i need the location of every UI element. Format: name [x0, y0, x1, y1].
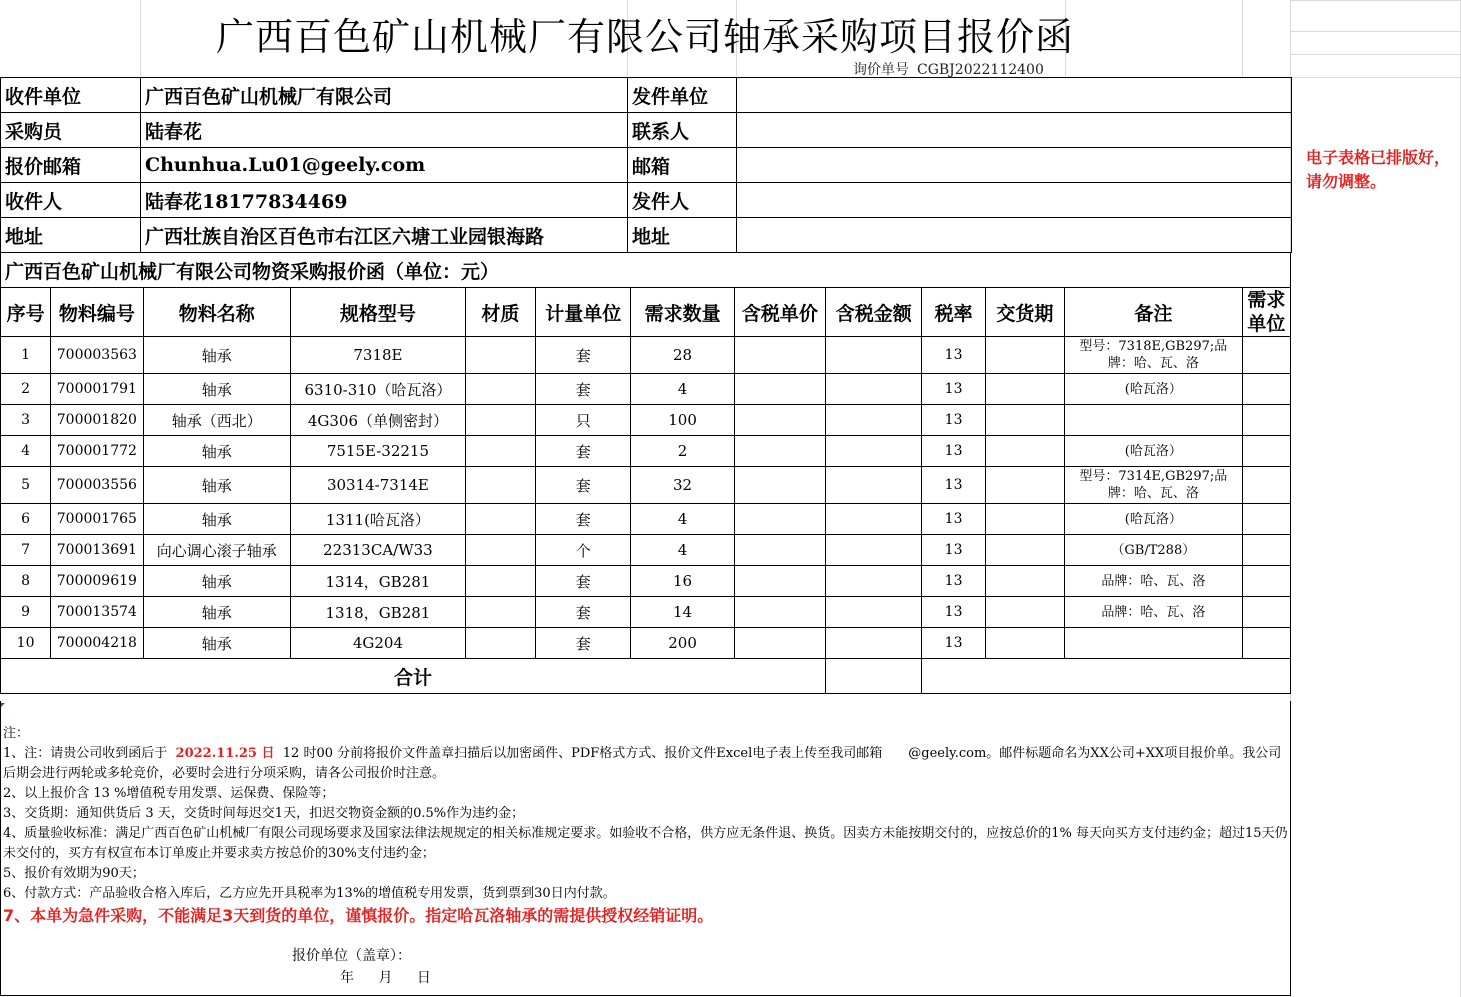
cell-remark[interactable] [1065, 405, 1243, 436]
cell-tax[interactable]: 13 [922, 405, 985, 436]
column-header[interactable]: 需求数量 [631, 288, 734, 337]
cell-delivery[interactable] [985, 337, 1064, 374]
grid-line [1290, 54, 1460, 55]
inquiry-label: 询价单号 [853, 62, 909, 78]
info-value-cell[interactable] [737, 183, 1292, 218]
info-label-cell[interactable]: 发件单位 [628, 78, 737, 113]
cell-name[interactable]: 轴承（西北） [143, 405, 291, 436]
info-value-cell[interactable]: 陆春花 [141, 113, 628, 148]
cell-mat[interactable] [465, 628, 535, 659]
cell-unit[interactable]: 套 [536, 337, 631, 374]
cell-name[interactable]: 轴承 [143, 628, 291, 659]
info-row [1, 183, 1292, 218]
signature-block [292, 945, 441, 989]
cell-code[interactable]: 700013574 [51, 597, 143, 628]
total-amount-cell[interactable] [826, 659, 922, 694]
cell-no[interactable]: 2 [1, 374, 51, 405]
cell-delivery[interactable] [985, 597, 1064, 628]
cell-spec[interactable]: 7515E-32215 [291, 436, 466, 467]
cell-price[interactable] [734, 467, 825, 504]
cell-unit[interactable]: 套 [536, 597, 631, 628]
cell-amount[interactable] [826, 374, 922, 405]
info-label-cell[interactable]: 报价邮箱 [1, 148, 141, 183]
cell-unit[interactable]: 套 [536, 436, 631, 467]
info-value-cell[interactable] [737, 218, 1292, 253]
cell-tax[interactable]: 13 [922, 337, 985, 374]
column-header[interactable]: 物料名称 [143, 288, 291, 337]
cell-no[interactable]: 9 [1, 597, 51, 628]
column-header[interactable]: 交货期 [985, 288, 1064, 337]
info-label-cell[interactable]: 收件人 [1, 183, 141, 218]
cell-qty[interactable]: 28 [631, 337, 734, 374]
info-row [1, 148, 1292, 183]
cell-dept[interactable] [1242, 535, 1290, 566]
cell-dept[interactable] [1242, 374, 1290, 405]
cell-price[interactable] [734, 566, 825, 597]
cell-name[interactable]: 轴承 [143, 337, 291, 374]
info-value-cell[interactable] [737, 148, 1292, 183]
date-line: 年 月 日 [340, 970, 441, 986]
column-header[interactable]: 含税单价 [734, 288, 825, 337]
note-6: 6、付款方式：产品验收合格入库后，乙方应先开具税率为13%的增值税专用发票，货到票到30日内付款。 [3, 886, 616, 901]
column-header[interactable]: 材质 [465, 288, 535, 337]
cell-qty[interactable]: 16 [631, 566, 734, 597]
cell-amount[interactable] [826, 597, 922, 628]
info-row [1, 78, 1292, 113]
note-2: 2、以上报价含 13 %增值税专用发票、运保费、保险等； [3, 786, 335, 801]
cell-code[interactable]: 700004218 [51, 628, 143, 659]
column-header[interactable]: 需求单位 [1242, 288, 1290, 337]
info-label-cell[interactable]: 发件人 [628, 183, 737, 218]
cell-tax[interactable]: 13 [922, 436, 985, 467]
cell-spec[interactable]: 30314-7314E [291, 467, 466, 504]
notes-section [3, 724, 1288, 926]
cell-spec[interactable]: 6310-310（哈瓦洛） [291, 374, 466, 405]
cell-dept[interactable] [1242, 337, 1290, 374]
cell-code[interactable]: 700001772 [51, 436, 143, 467]
cell-mat[interactable] [465, 504, 535, 535]
header-row [1, 288, 1291, 337]
cell-unit[interactable]: 套 [536, 374, 631, 405]
cell-delivery[interactable] [985, 374, 1064, 405]
cell-spec[interactable]: 7318E [291, 337, 466, 374]
cell-remark[interactable]: (哈瓦洛） [1065, 436, 1243, 467]
cell-remark[interactable]: （GB/T288） [1065, 535, 1243, 566]
info-label-cell[interactable]: 收件单位 [1, 78, 141, 113]
cell-unit[interactable]: 套 [536, 467, 631, 504]
cell-qty[interactable]: 4 [631, 504, 734, 535]
cell-amount[interactable] [826, 467, 922, 504]
cell-mat[interactable] [465, 535, 535, 566]
cell-code[interactable]: 700009619 [51, 566, 143, 597]
grid-line [1290, 0, 1460, 1]
cell-remark[interactable]: 型号：7314E,GB297;品牌：哈、瓦、洛 [1065, 467, 1243, 504]
cell-qty[interactable]: 4 [631, 535, 734, 566]
cell-code[interactable]: 700001791 [51, 374, 143, 405]
cell-tax[interactable]: 13 [922, 504, 985, 535]
cell-delivery[interactable] [985, 405, 1064, 436]
info-value-cell[interactable]: 陆春花18177834469 [141, 183, 628, 218]
cell-delivery[interactable] [985, 628, 1064, 659]
cell-qty[interactable]: 14 [631, 597, 734, 628]
cell-no[interactable]: 1 [1, 337, 51, 374]
deadline-date: 2022.11.25 日 [175, 746, 275, 761]
info-label-cell[interactable]: 地址 [628, 218, 737, 253]
note-5: 5、报价有效期为90天； [3, 866, 145, 881]
table-row [1, 467, 1291, 504]
cell-amount[interactable] [826, 566, 922, 597]
cell-mat[interactable] [465, 566, 535, 597]
column-header[interactable]: 税率 [922, 288, 985, 337]
table-row [1, 436, 1291, 467]
cell-name[interactable]: 轴承 [143, 597, 291, 628]
cell-tax[interactable]: 13 [922, 628, 985, 659]
info-value-cell[interactable]: 广西壮族自治区百色市右江区六塘工业园银海路 [141, 218, 628, 253]
cell-name[interactable]: 轴承 [143, 436, 291, 467]
cell-price[interactable] [734, 436, 825, 467]
cell-code[interactable]: 700001820 [51, 405, 143, 436]
cell-qty[interactable]: 4 [631, 374, 734, 405]
cell-code[interactable]: 700003563 [51, 337, 143, 374]
cell-tax[interactable]: 13 [922, 535, 985, 566]
cell-price[interactable] [734, 374, 825, 405]
cell-dept[interactable] [1242, 504, 1290, 535]
info-label-cell[interactable]: 地址 [1, 218, 141, 253]
cell-name[interactable]: 轴承 [143, 504, 291, 535]
cell-dept[interactable] [1242, 597, 1290, 628]
cell-code[interactable]: 700003556 [51, 467, 143, 504]
cell-mat[interactable] [465, 436, 535, 467]
info-row [1, 113, 1292, 148]
total-row [1, 659, 1291, 694]
cell-amount[interactable] [826, 504, 922, 535]
cell-delivery[interactable] [985, 504, 1064, 535]
cell-name[interactable]: 向心调心滚子轴承 [143, 535, 291, 566]
info-table [0, 77, 1292, 253]
cell-mat[interactable] [465, 597, 535, 628]
info-label-cell[interactable]: 邮箱 [628, 148, 737, 183]
grid-line [1290, 77, 1460, 78]
cell-remark[interactable]: (哈瓦洛） [1065, 504, 1243, 535]
cell-amount[interactable] [826, 535, 922, 566]
layout-warning-note: 电子表格已排版好，请勿调整。 [1306, 148, 1451, 191]
cell-qty[interactable]: 100 [631, 405, 734, 436]
cell-remark[interactable]: 品牌：哈、瓦、洛 [1065, 597, 1243, 628]
cell-amount[interactable] [826, 436, 922, 467]
cell-price[interactable] [734, 405, 825, 436]
note-4: 4、质量验收标准：满足广西百色矿山机械厂有限公司现场要求及国家法律法规规定的相关标准规定要求。如验收不合格，供方应无条件退、换货。因卖方未能按期交付的，应按总价的1% 每天向买方支付违约金；超过15天仍未交付的，买方有权宣布本订单废止并要求卖方按总价的30%支付违约金； [3, 826, 1288, 861]
cell-unit[interactable]: 套 [536, 566, 631, 597]
cell-spec[interactable]: 1311(哈瓦洛） [291, 504, 466, 535]
cell-mat[interactable] [465, 374, 535, 405]
cell-spec[interactable]: 1314，GB281 [291, 566, 466, 597]
note-3: 3、交货期：通知供货后 3 天，交货时间每迟交1天，扣迟交物资金额的0.5%作为违约金； [3, 806, 525, 821]
cell-qty[interactable]: 32 [631, 467, 734, 504]
cell-tax[interactable]: 13 [922, 566, 985, 597]
cell-spec[interactable]: 1318，GB281 [291, 597, 466, 628]
info-value-cell[interactable] [737, 78, 1292, 113]
info-value-cell[interactable] [737, 113, 1292, 148]
inquiry-number [853, 59, 1044, 79]
cell-code[interactable]: 700001765 [51, 504, 143, 535]
note-1-text-a: 1、注：请贵公司收到函后于 [3, 746, 168, 761]
cell-no[interactable]: 4 [1, 436, 51, 467]
cell-name[interactable]: 轴承 [143, 566, 291, 597]
cell-tax[interactable]: 13 [922, 374, 985, 405]
table-row [1, 597, 1291, 628]
note-1-text-b: 12 时00 分前将报价文件盖章扫描后以加密函件、PDF格式方式、报价文件Excel电子表上传至我司邮箱 @geely.com。邮件标题命名为XX公司+XX项目报价单。我公司后期会进行两轮或多轮竞价，必要时会进行分项采购，请各公司报价时注意。 [3, 746, 1282, 781]
total-label[interactable]: 合计 [1, 659, 826, 694]
column-header[interactable]: 物料编号 [51, 288, 143, 337]
column-header[interactable]: 含税金额 [826, 288, 922, 337]
cell-delivery[interactable] [985, 566, 1064, 597]
cell-delivery[interactable] [985, 467, 1064, 504]
cell-spec[interactable]: 22313CA/W33 [291, 535, 466, 566]
cell-qty[interactable]: 2 [631, 436, 734, 467]
cell-price[interactable] [734, 628, 825, 659]
cell-no[interactable]: 3 [1, 405, 51, 436]
cell-tax[interactable]: 13 [922, 467, 985, 504]
cell-unit[interactable]: 套 [536, 504, 631, 535]
cell-no[interactable]: 8 [1, 566, 51, 597]
info-row [1, 218, 1292, 253]
section-title[interactable]: 广西百色矿山机械厂有限公司物资采购报价函（单位：元） [1, 253, 1291, 288]
inquiry-value: CGBJ2022112400 [917, 62, 1044, 78]
cell-mat[interactable] [465, 467, 535, 504]
cell-price[interactable] [734, 597, 825, 628]
table-row [1, 535, 1291, 566]
page-title: 广西百色矿山机械厂有限公司轴承采购项目报价函 [215, 15, 1074, 59]
cell-dept[interactable] [1242, 467, 1290, 504]
cell-unit[interactable]: 只 [536, 405, 631, 436]
cell-delivery[interactable] [985, 535, 1064, 566]
note-7: 7、本单为急件采购，不能满足3天到货的单位，谨慎报价。指定哈瓦洛轴承的需提供授权经销证明。 [3, 906, 714, 925]
cell-no[interactable]: 6 [1, 504, 51, 535]
cell-amount[interactable] [826, 337, 922, 374]
column-header[interactable]: 备注 [1065, 288, 1243, 337]
cell-name[interactable]: 轴承 [143, 374, 291, 405]
cell-remark[interactable]: 品牌：哈、瓦、洛 [1065, 566, 1243, 597]
cell-no[interactable]: 7 [1, 535, 51, 566]
cell-spec[interactable]: 4G204 [291, 628, 466, 659]
table-row [1, 566, 1291, 597]
cell-code[interactable]: 700013691 [51, 535, 143, 566]
cell-dept[interactable] [1242, 628, 1290, 659]
info-value-cell[interactable]: 广西百色矿山机械厂有限公司 [141, 78, 628, 113]
table-row [1, 337, 1291, 374]
column-header[interactable]: 计量单位 [536, 288, 631, 337]
cell-name[interactable]: 轴承 [143, 467, 291, 504]
table-row [1, 504, 1291, 535]
cell-dept[interactable] [1242, 566, 1290, 597]
grid-line [1290, 31, 1460, 32]
total-blank-cell[interactable] [922, 659, 1291, 694]
cell-spec[interactable]: 4G306（单侧密封） [291, 405, 466, 436]
items-table [0, 252, 1291, 694]
quote-unit-seal-label: 报价单位（盖章）： [292, 948, 411, 964]
note-1 [3, 744, 1288, 784]
cell-mat[interactable] [465, 405, 535, 436]
cell-price[interactable] [734, 535, 825, 566]
cell-delivery[interactable] [985, 436, 1064, 467]
cell-qty[interactable]: 200 [631, 628, 734, 659]
cell-amount[interactable] [826, 405, 922, 436]
notes-head: 注： [3, 726, 30, 741]
cell-tax[interactable]: 13 [922, 597, 985, 628]
table-row [1, 374, 1291, 405]
cell-amount[interactable] [826, 628, 922, 659]
cell-mat[interactable] [465, 337, 535, 374]
info-label-cell[interactable]: 采购员 [1, 113, 141, 148]
cell-price[interactable] [734, 504, 825, 535]
cell-no[interactable]: 10 [1, 628, 51, 659]
table-row [1, 628, 1291, 659]
cell-remark[interactable]: (哈瓦洛） [1065, 374, 1243, 405]
table-row [1, 405, 1291, 436]
cell-dept[interactable] [1242, 436, 1290, 467]
cell-unit[interactable]: 个 [536, 535, 631, 566]
cell-remark[interactable] [1065, 628, 1243, 659]
cell-remark[interactable]: 型号：7318E,GB297;品牌：哈、瓦、洛 [1065, 337, 1243, 374]
cell-no[interactable]: 5 [1, 467, 51, 504]
cell-unit[interactable]: 套 [536, 628, 631, 659]
cell-dept[interactable] [1242, 405, 1290, 436]
cell-price[interactable] [734, 337, 825, 374]
column-header[interactable]: 规格型号 [291, 288, 466, 337]
cell-marker [1, 703, 5, 707]
info-value-cell[interactable]: Chunhua.Lu01@geely.com [141, 148, 628, 183]
column-header[interactable]: 序号 [1, 288, 51, 337]
info-label-cell[interactable]: 联系人 [628, 113, 737, 148]
